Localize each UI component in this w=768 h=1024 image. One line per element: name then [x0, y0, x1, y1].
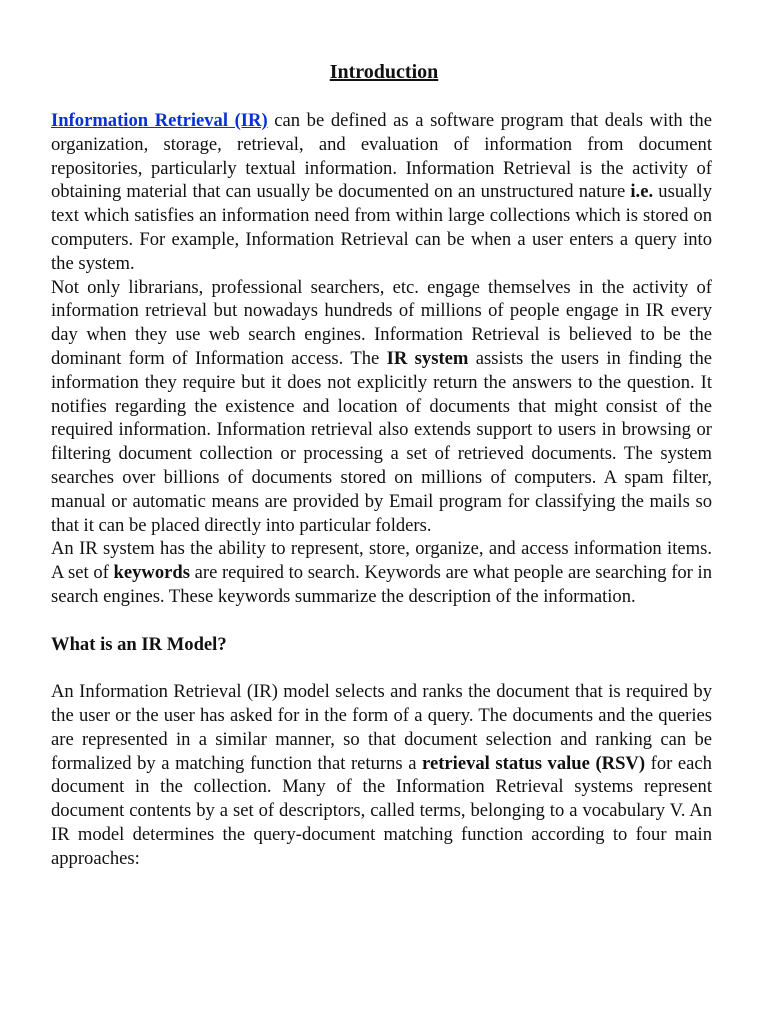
- page-title: Introduction: [329, 61, 439, 83]
- section-heading-ir-model: What is an IR Model?: [51, 633, 227, 655]
- paragraph-ir-definition: [51, 109, 712, 276]
- p2-bold-ir-system: IR system: [386, 347, 469, 369]
- spacer: [51, 609, 712, 633]
- p3-text-2: are required to search. Keywords are what people are searching for in search engines. These keywords summarize the description of the information.: [51, 562, 712, 607]
- p2-text-2: assists the users in finding the information they require but it does not explicitly return the answers to the question. It notifies regarding the existence and location of documents that might consist of the required information. Information retrieval also extends support to users in browsing or filtering document collection or processing a set of retrieved documents. The system searches over billions of documents stored on millions of computers. A spam filter, manual or automatic means are provided by Email program for classifying the mails so that it can be placed directly into particular folders.: [51, 347, 712, 536]
- p4-text-2: for each document in the collection. Many of the Information Retrieval systems represent document contents by a set of descriptors, called terms, belonging to a vocabulary V. An IR model determines the query-document matching function according to four main approaches:: [51, 752, 712, 869]
- p1-text-2: usually text which satisfies an information need from within large collections which is stored on computers. For example, Information Retrieval can be when a user enters a query into the system.: [51, 181, 712, 274]
- paragraph-ir-usage: [51, 276, 712, 538]
- p3-bold-keywords: keywords: [113, 562, 190, 584]
- p3-text-1: An IR system has the ability to represent, store, organize, and access information items. A set of: [51, 538, 712, 584]
- p1-bold-ie: i.e.: [630, 181, 654, 203]
- ir-link[interactable]: Information Retrieval (IR): [51, 110, 268, 131]
- paragraph-ir-keywords: [51, 537, 712, 608]
- p2-text-1: Not only librarians, professional searchers, etc. engage themselves in the activity of information retrieval but nowadays hundreds of millions of people engage in IR every day when they use web search engines. Information Retrieval is believed to be the dominant form of Information access. The: [51, 276, 712, 369]
- spacer: [51, 656, 712, 680]
- paragraph-ir-model: [51, 680, 712, 870]
- document-body: [51, 109, 712, 871]
- p4-text-1: An Information Retrieval (IR) model selects and ranks the document that is required by the user or the user has asked for in the form of a query. The documents and the queries are represented in a similar manner, so that document selection and ranking can be formalized by a matching function that returns a: [51, 681, 712, 774]
- p1-text-1: can be defined as a software program that deals with the organization, storage, retrieval, and evaluation of information from document repositories, particularly textual information. Information Retrieval is the activity of obtaining material that can usually be documented on an unstructured nature: [51, 110, 712, 203]
- p4-bold-rsv: retrieval status value (RSV): [422, 752, 646, 774]
